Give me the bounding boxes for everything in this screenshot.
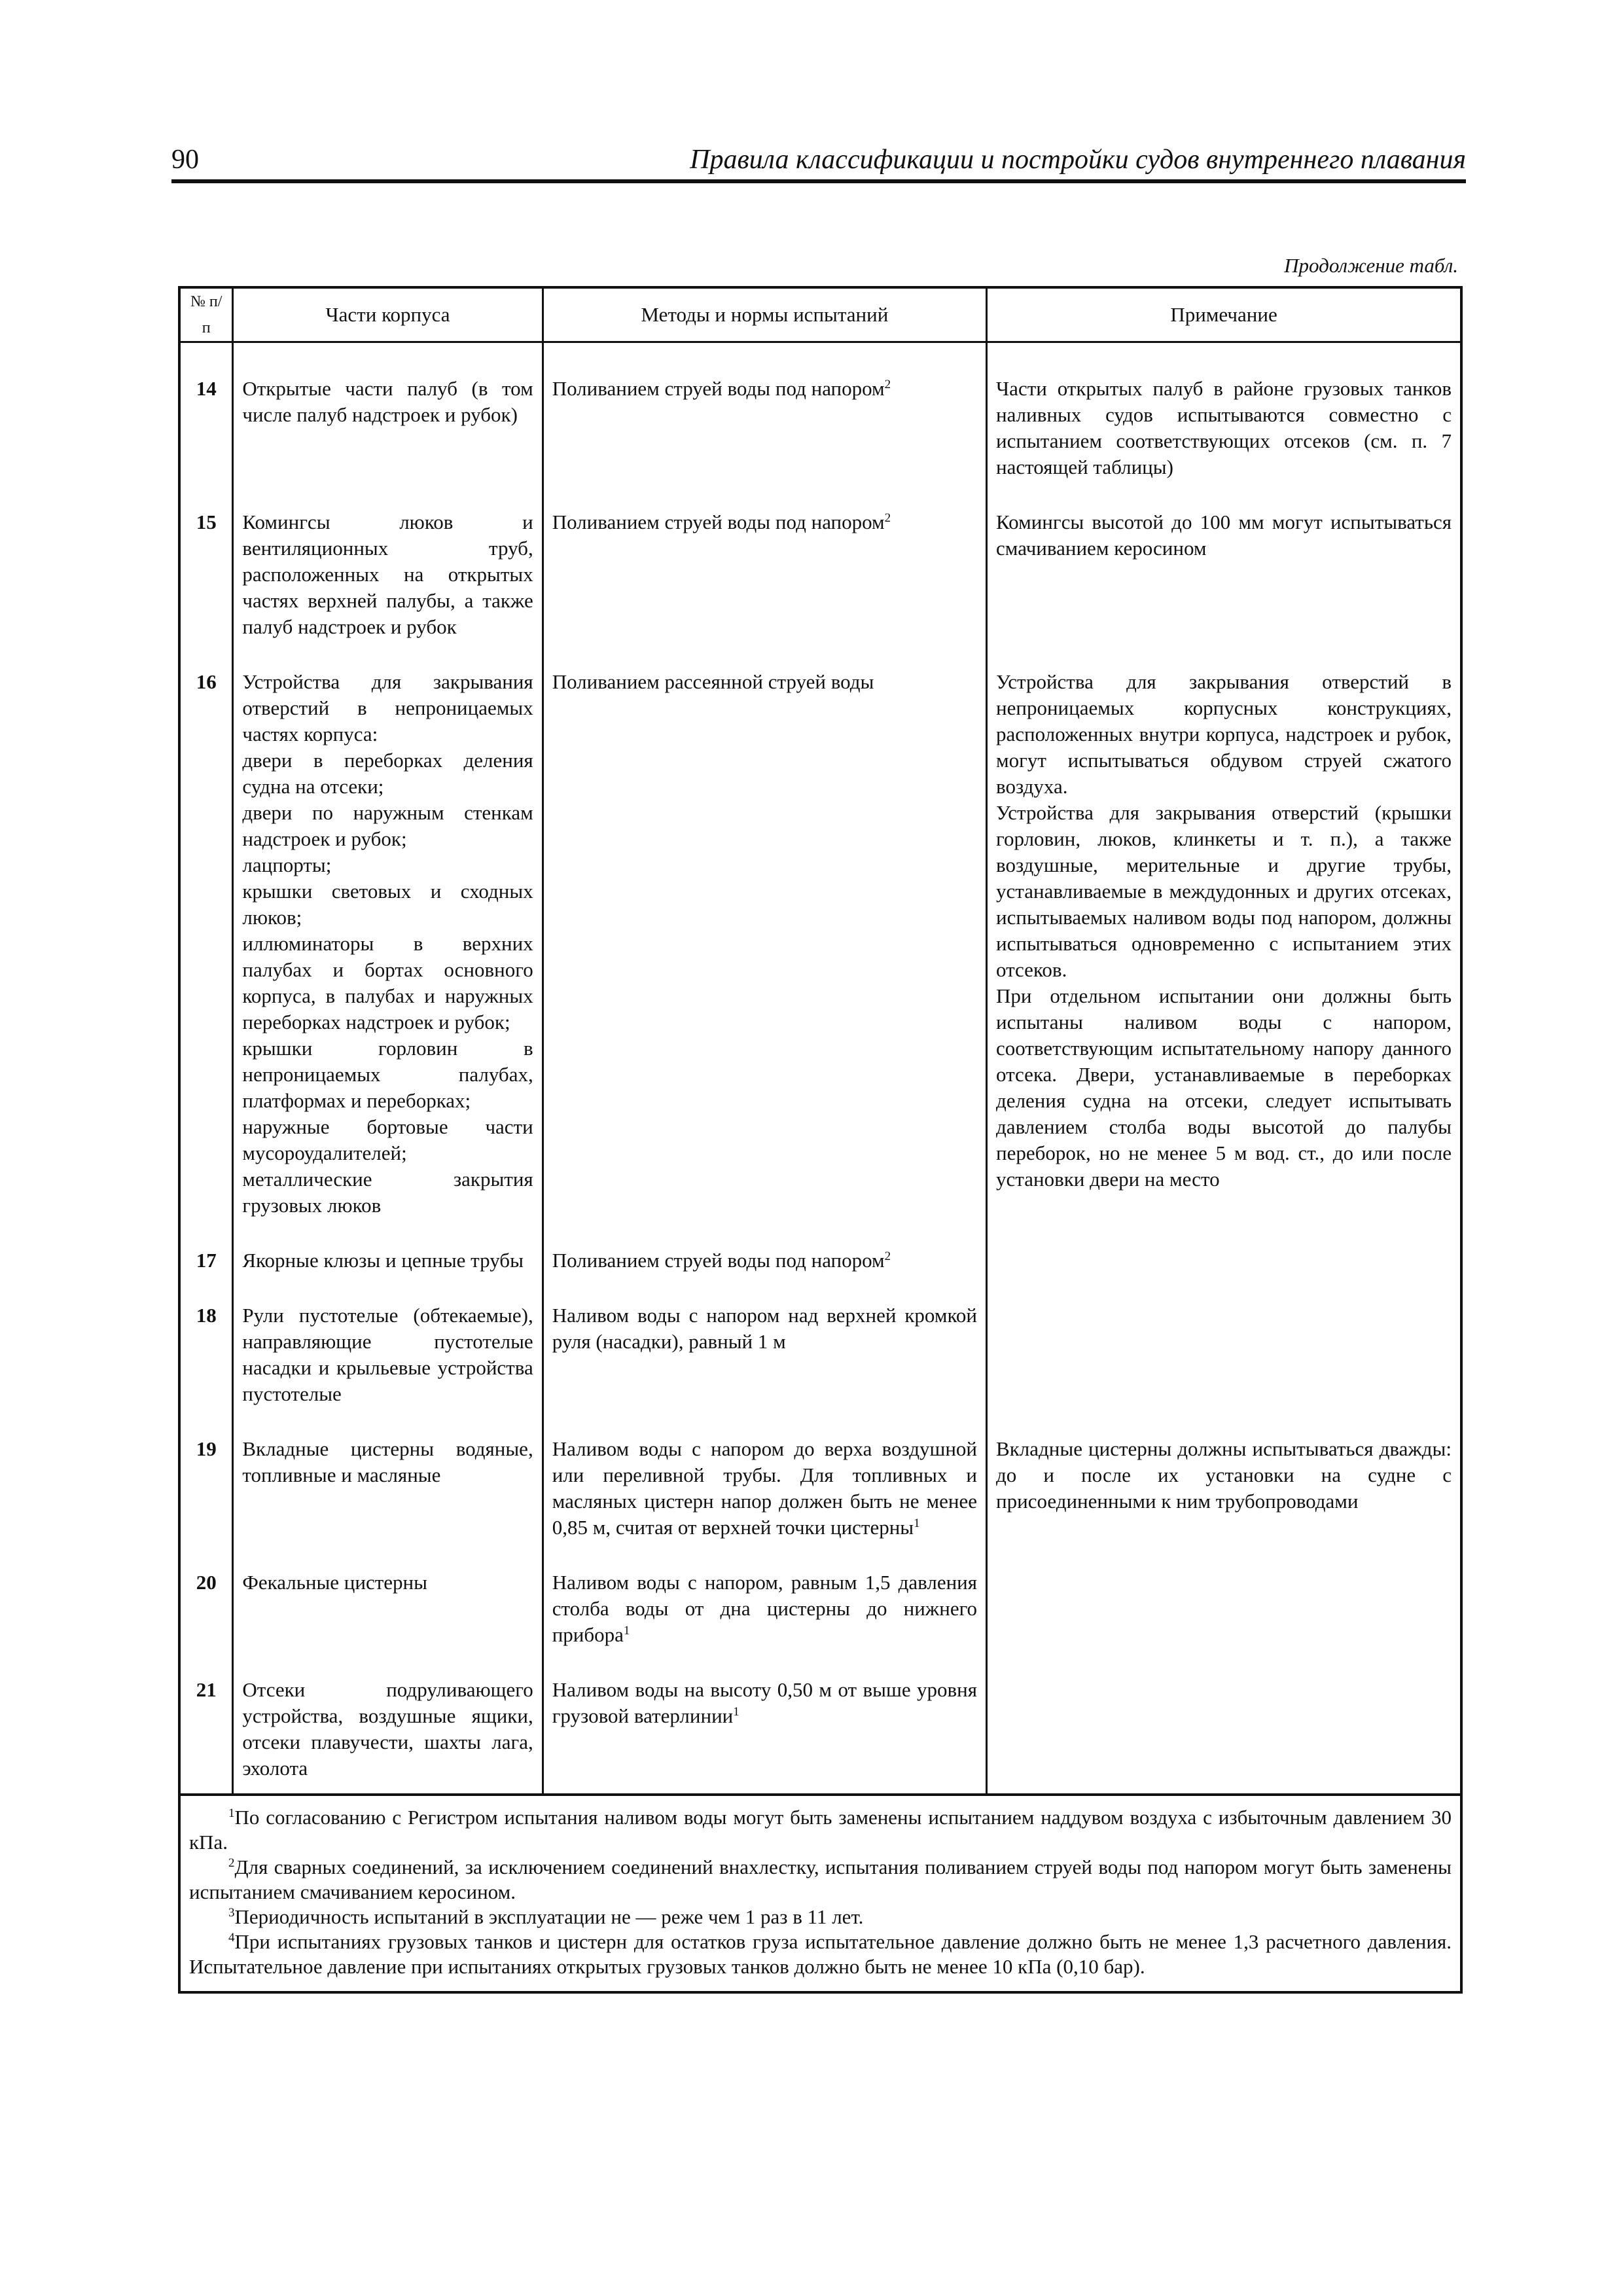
table-row	[179, 1570, 1461, 1677]
test-method: Поливанием струей воды под напором$^2$	[543, 1247, 986, 1302]
footnote: $^2$Для сварных соединений, за исключением соединений внахлестку, испытания поливанием струей воды под напором могут быть заменены испытанием смачиванием керосином.	[189, 1856, 1452, 1903]
note	[987, 1247, 1461, 1302]
test-method: Наливом воды с напором, равным 1,5 давления столба воды от дна цистерны до нижнего прибора$^1$	[543, 1570, 986, 1677]
row-number: 20	[179, 1570, 233, 1677]
footnote-ref: 1	[623, 1624, 630, 1638]
row-number: 15	[179, 509, 233, 669]
table-row	[179, 1247, 1461, 1302]
row-number: 14	[179, 376, 233, 509]
note: Комингсы высотой до 100 мм могут испытываться смачиванием керосином	[987, 509, 1461, 669]
row-number: 17	[179, 1247, 233, 1302]
note	[987, 1677, 1461, 1795]
running-title: Правила классификации и постройки судов внутреннего плавания	[690, 145, 1466, 175]
page-header	[171, 143, 1466, 183]
row-number: 16	[179, 669, 233, 1247]
table-row	[179, 1436, 1461, 1570]
hull-part: Рули пустотелые (обтекаемые), направляющие пустотелые насадки и крыльевые устройства пустотелые	[233, 1302, 543, 1436]
test-method: Поливанием струей воды под напором$^2$	[543, 376, 986, 509]
test-method: Наливом воды на высоту 0,50 м от выше уровня грузовой ватерлинии$^1$	[543, 1677, 986, 1795]
table-header-row	[179, 287, 1461, 342]
note: Части открытых палуб в районе грузовых танков наливных судов испытываются совместно с испытанием соответствующих отсеков (см. п. 7 настоящей таблицы)	[987, 376, 1461, 509]
test-method: Наливом воды с напором до верха воздушной или переливной трубы. Для топливных и масляных цистерн напор должен быть не менее 0,85 м, считая от верхней точки цистерны$^1$	[543, 1436, 986, 1570]
footnote-ref: 1	[914, 1516, 920, 1530]
note: Устройства для закрывания отверстий в непроницаемых корпусных конструкциях, расположенных внутри корпуса, надстроек и рубок, могут испытываться обдувом струей сжатого воздуха. Устройства для закрывания отверстий (крышки горловин, люков, клинкеты и т. п.), а также воздушные, мерительные и другие трубы, устанавливаемые в междудонных и других отсеках, испытываемых наливом воды под напором, должны испытываться одновременно с испытанием этих отсеков. При отдельном испытании они должны быть испытаны наливом воды с напором, соответствующим испытательному напору данного отсека. Двери, устанавливаемые в переборках деления судна на отсеки, следует испытывать давлением столба воды высотой до палубы переборок, но не менее 5 м вод. ст., до или после установки двери на место	[987, 669, 1461, 1247]
test-method: Поливанием струей воды под напором$^2$	[543, 509, 986, 669]
footnotes-row	[179, 1795, 1461, 1992]
table-continuation-label: Продолжение табл.	[1284, 254, 1458, 277]
footnote-ref: 2	[884, 1249, 891, 1263]
hull-part: Открытые части палуб (в том числе палуб надстроек и рубок)	[233, 376, 543, 509]
footnote: $^3$Периодичность испытаний в эксплуатации не — реже чем 1 раз в 11 лет.	[228, 1905, 864, 1928]
hull-part: Фекальные цистерны	[233, 1570, 543, 1677]
col-header-note: Примечание	[987, 287, 1461, 342]
footnotes	[179, 1795, 1461, 1992]
row-number: 19	[179, 1436, 233, 1570]
hull-part: Комингсы люков и вентиляционных труб, расположенных на открытых частях верхней палубы, а также палуб надстроек и рубок	[233, 509, 543, 669]
hull-part: Якорные клюзы и цепные трубы	[233, 1247, 543, 1302]
footnote-ref: 2	[884, 511, 891, 525]
note	[987, 1302, 1461, 1436]
tests-table	[178, 286, 1463, 1994]
table-row	[179, 669, 1461, 1247]
footnote: $^4$При испытаниях грузовых танков и цистерн для остатков груза испытательное давление должно быть не менее 1,3 расчетного давления. Испытательное давление при испытаниях открытых грузовых танков должно быть не менее 10 кПа (0,10 бар).	[189, 1930, 1452, 1978]
page-number: 90	[171, 145, 199, 175]
footnote-ref: 2	[884, 378, 891, 391]
footnote-ref: 1	[733, 1705, 740, 1719]
test-method: Поливанием рассеянной струей воды	[543, 669, 986, 1247]
hull-part: Вкладные цистерны водяные, топливные и масляные	[233, 1436, 543, 1570]
col-header-hull-parts: Части корпуса	[233, 287, 543, 342]
col-header-number: № п/п	[179, 287, 233, 342]
test-method: Наливом воды с напором над верхней кромкой руля (насадки), равный 1 м	[543, 1302, 986, 1436]
table-row	[179, 376, 1461, 509]
hull-part: Устройства для закрывания отверстий в непроницаемых частях корпуса: двери в переборках деления судна на отсеки; двери по наружным стенкам надстроек и рубок; лацпорты; крышки световых и сходных люков; иллюминаторы в верхних палубах и бортах основного корпуса, в палубах и наружных переборках надстроек и рубок; крышки горловин в непроницаемых палубах, платформах и переборках; наружные бортовые части мусороудалителей; металлические закрытия грузовых люков	[233, 669, 543, 1247]
col-header-methods: Методы и нормы испытаний	[543, 287, 986, 342]
note: Вкладные цистерны должны испытываться дважды: до и после их установки на судне с присоединенными к ним трубопроводами	[987, 1436, 1461, 1570]
row-number: 18	[179, 1302, 233, 1436]
table-row	[179, 1677, 1461, 1795]
hull-part: Отсеки подруливающего устройства, воздушные ящики, отсеки плавучести, шахты лага, эхолота	[233, 1677, 543, 1795]
row-number: 21	[179, 1677, 233, 1795]
table-row	[179, 1302, 1461, 1436]
footnote: $^1$По согласованию с Регистром испытания наливом воды могут быть заменены испытанием наддувом воздуха с избыточным давлением 30 кПа.	[189, 1806, 1452, 1854]
note	[987, 1570, 1461, 1677]
table-row	[179, 509, 1461, 669]
